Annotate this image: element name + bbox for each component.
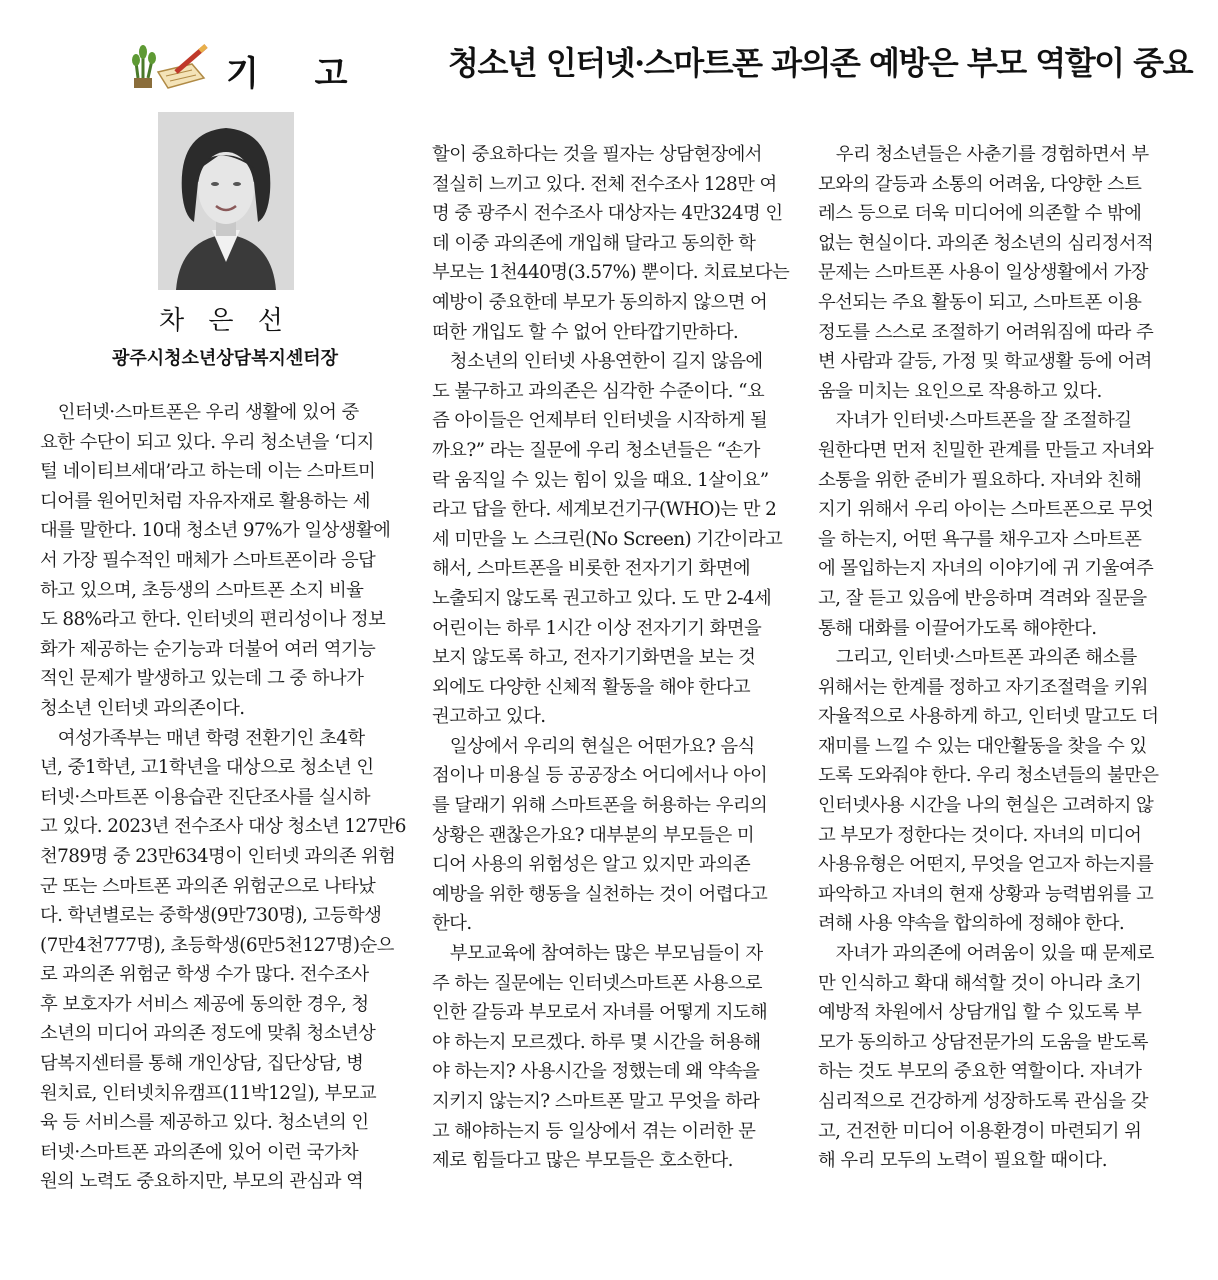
text-line: 군 또는 스마트폰 과의존 위험군으로 나타났: [40, 875, 376, 897]
text-line: 도록 도와줘야 한다. 우리 청소년들의 불만은: [818, 765, 1159, 787]
text-line: 고 부모가 정한다는 것이다. 자녀의 미디어: [818, 824, 1142, 846]
text-line: 원치료, 인터넷치유캠프(11박12일), 부모교: [40, 1082, 377, 1104]
section-label: 기 고: [226, 54, 370, 94]
text-line: 야 하는지? 사용시간을 정했는데 왜 약속을: [432, 1061, 760, 1083]
text-line: 도 88%라고 한다. 인터넷의 편리성이나 정보: [40, 609, 386, 631]
text-line: 에 몰입하는지 자녀의 이야기에 귀 기울여주: [818, 558, 1154, 580]
text-line: 천789명 중 23만634명이 인터넷 과의존 위험: [40, 845, 396, 867]
text-line: 부모교육에 참여하는 많은 부모님들이 자: [432, 943, 763, 965]
text-line: 점이나 미용실 등 공공장소 어디에서나 아이: [432, 765, 768, 787]
text-line: 요한 수단이 되고 있다. 우리 청소년을 ‘디지: [40, 431, 374, 453]
text-line: 적인 문제가 발생하고 있는데 그 중 하나가: [40, 668, 364, 690]
text-line: 락 움직일 수 있는 힘이 있을 때요. 1살이요”: [432, 469, 769, 491]
text-line: 다. 학년별로는 중학생(9만730명), 고등학생: [40, 905, 382, 927]
text-line: 떠한 개입도 할 수 없어 안타깝기만하다.: [432, 321, 739, 343]
text-line: 라고 답을 한다. 세계보건기구(WHO)는 만 2: [432, 499, 777, 521]
text-line: 청소년의 인터넷 사용연한이 길지 않음에: [432, 351, 763, 373]
text-line: 재미를 느낄 수 있는 대안활동을 찾을 수 있: [818, 735, 1147, 757]
text-line: 지키지 않는지? 스마트폰 말고 무엇을 하라: [432, 1091, 760, 1112]
text-line: 세 미만을 노 스크린(No Screen) 기간이라고: [432, 528, 783, 550]
text-line: 통해 대화를 이끌어가도록 해야한다.: [818, 617, 1097, 639]
text-line: 외에도 다양한 신체적 활동을 해야 한다고: [432, 676, 751, 698]
text-line: 자녀가 인터넷·스마트폰을 잘 조절하길: [818, 410, 1132, 432]
text-line: 보지 않도록 하고, 전자기기화면을 보는 것: [432, 647, 756, 669]
article-column-3: [818, 140, 1188, 1176]
text-line: 려해 사용 약속을 합의하에 정해야 한다.: [818, 913, 1125, 935]
text-line: 모와의 갈등과 소통의 어려움, 다양한 스트: [818, 173, 1142, 195]
text-line: 여성가족부는 매년 학령 전환기인 초4학: [40, 727, 365, 749]
text-line: 화가 제공하는 순기능과 더불어 여러 역기능: [40, 638, 376, 660]
text-line: 변 사람과 갈등, 가정 및 학교생활 등에 어려: [818, 351, 1152, 373]
text-line: 그리고, 인터넷·스마트폰 과의존 해소를: [818, 647, 1137, 669]
text-line: 한다.: [432, 913, 472, 935]
text-line: 고 해야하는지 등 일상에서 겪는 이러한 문: [432, 1120, 756, 1142]
text-line: 예방을 위한 행동을 실천하는 것이 어렵다고: [432, 883, 768, 905]
text-line: 파악하고 자녀의 현재 상황과 능력범위를 고: [818, 883, 1154, 905]
text-line: 상황은 괜찮은가요? 대부분의 부모들은 미: [432, 824, 755, 846]
text-line: 주 하는 질문에는 인터넷스마트폰 사용으로: [432, 972, 762, 994]
text-line: 만 인식하고 확대 해석할 것이 아니라 초기: [818, 972, 1142, 994]
author-name: 차 은 선: [159, 306, 291, 336]
text-line: 까요?” 라는 질문에 우리 청소년들은 “손가: [432, 439, 760, 461]
text-line: 노출되지 않도록 권고하고 있다. 도 만 2-4세: [432, 587, 772, 609]
text-line: 정도를 스스로 조절하기 어려워짐에 따라 주: [818, 321, 1154, 343]
text-line: 우리 청소년들은 사춘기를 경험하면서 부: [818, 144, 1149, 165]
text-line: 어린이는 하루 1시간 이상 전자기기 화면을: [432, 617, 762, 639]
text-line: 권고하고 있다.: [432, 706, 546, 728]
text-line: 년, 중1학년, 고1학년을 대상으로 청소년 인: [40, 757, 374, 779]
text-line: 을 하는지, 어떤 욕구를 채우고자 스마트폰: [818, 528, 1142, 550]
text-line: 서 가장 필수적인 매체가 스마트폰이라 응답: [40, 549, 376, 571]
text-line: 명 중 광주시 전수조사 대상자는 4만324명 인: [432, 203, 783, 225]
text-line: 고 있다. 2023년 전수조사 대상 청소년 127만6: [40, 816, 406, 838]
author-portrait: [158, 112, 294, 290]
text-line: 터넷·스마트폰 과의존에 있어 이런 국가차: [40, 1141, 359, 1163]
text-line: 디어를 원어민처럼 자유자재로 활용하는 세: [40, 490, 370, 512]
text-line: 대를 말한다. 10대 청소년 97%가 일상생활에: [40, 520, 391, 542]
article-column-1: [40, 398, 410, 1197]
text-line: 인터넷사용 시간을 나의 현실은 고려하지 않: [818, 795, 1154, 817]
section-header: [130, 42, 370, 94]
text-line: 움을 미치는 요인으로 작용하고 있다.: [818, 380, 1102, 402]
text-line: 모가 동의하고 상담전문가의 도움을 받도록: [818, 1031, 1148, 1053]
text-line: 고, 건전한 미디어 이용환경이 마련되기 위: [818, 1120, 1142, 1142]
author-photo: [158, 112, 294, 290]
article-column-2: [432, 140, 802, 1176]
text-line: 제로 힘들다고 많은 부모들은 호소한다.: [432, 1150, 733, 1172]
text-line: 자녀가 과의존에 어려움이 있을 때 문제로: [818, 943, 1154, 965]
text-line: 심리적으로 건강하게 성장하도록 관심을 갖: [818, 1091, 1148, 1112]
text-line: 절실히 느끼고 있다. 전체 전수조사 128만 여: [432, 173, 777, 195]
text-line: 지기 위해서 우리 아이는 스마트폰으로 무엇: [818, 499, 1154, 521]
text-line: 청소년 인터넷 과의존이다.: [40, 697, 245, 719]
pen-and-paper-icon: [130, 42, 210, 92]
text-line: 원한다면 먼저 친밀한 관계를 만들고 자녀와: [818, 439, 1154, 461]
text-line: 없는 현실이다. 과의존 청소년의 심리정서적: [818, 232, 1154, 254]
text-line: 우선되는 주요 활동이 되고, 스마트폰 이용: [818, 291, 1142, 313]
headline: 청소년 인터넷·스마트폰 과의존 예방은 부모 역할이 중요: [448, 44, 1192, 82]
text-line: 부모는 1천440명(3.57%) 뿐이다. 치료보다는: [432, 262, 790, 284]
text-line: 소년의 미디어 과의존 정도에 맞춰 청소년상: [40, 1023, 376, 1045]
text-line: 자율적으로 사용하게 하고, 인터넷 말고도 더: [818, 706, 1159, 728]
author-title: 광주시청소년상담복지센터장: [111, 348, 339, 369]
text-line: 문제는 스마트폰 사용이 일상생활에서 가장: [818, 262, 1148, 284]
text-line: 를 달래기 위해 스마트폰을 허용하는 우리의: [432, 795, 768, 817]
text-line: 육 등 서비스를 제공하고 있다. 청소년의 인: [40, 1112, 369, 1134]
text-line: 후 보호자가 서비스 제공에 동의한 경우, 청: [40, 993, 369, 1015]
text-line: 도 불구하고 과의존은 심각한 수준이다. “요: [432, 380, 765, 402]
text-line: 해서, 스마트폰을 비롯한 전자기기 화면에: [432, 558, 751, 580]
text-line: 터넷·스마트폰 이용습관 진단조사를 실시하: [40, 786, 370, 808]
text-line: 사용유형은 어떤지, 무엇을 얻고자 하는지를: [818, 854, 1154, 876]
text-line: 로 과의존 위험군 학생 수가 많다. 전수조사: [40, 964, 369, 986]
text-line: 할이 중요하다는 것을 필자는 상담현장에서: [432, 144, 762, 165]
text-line: 해 우리 모두의 노력이 필요할 때이다.: [818, 1150, 1107, 1172]
text-line: 하는 것도 부모의 중요한 역할이다. 자녀가: [818, 1061, 1142, 1083]
text-line: 즘 아이들은 언제부터 인터넷을 시작하게 될: [432, 410, 768, 432]
text-line: 원의 노력도 중요하지만, 부모의 관심과 역: [40, 1171, 364, 1193]
text-line: 예방적 차원에서 상담개입 할 수 있도록 부: [818, 1002, 1142, 1024]
text-line: 데 이중 과의존에 개입해 달라고 동의한 학: [432, 232, 756, 254]
text-line: 하고 있으며, 초등생의 스마트폰 소지 비율: [40, 579, 364, 601]
text-line: 레스 등으로 더욱 미디어에 의존할 수 밖에: [818, 203, 1142, 225]
text-line: 털 네이티브세대’라고 하는데 이는 스마트미: [40, 461, 376, 483]
text-line: (7만4천777명), 초등학생(6만5천127명)순으: [40, 934, 394, 956]
text-line: 인터넷·스마트폰은 우리 생활에 있어 중: [40, 402, 359, 423]
text-line: 야 하는지 모르겠다. 하루 몇 시간을 허용해: [432, 1031, 761, 1053]
text-line: 담복지센터를 통해 개인상담, 집단상담, 병: [40, 1053, 364, 1075]
text-line: 디어 사용의 위험성은 알고 있지만 과의존: [432, 854, 751, 876]
text-line: 일상에서 우리의 현실은 어떤가요? 음식: [432, 735, 755, 757]
text-line: 소통을 위한 준비가 필요하다. 자녀와 친해: [818, 469, 1142, 491]
text-line: 인한 갈등과 부모로서 자녀를 어떻게 지도해: [432, 1002, 768, 1024]
text-line: 위해서는 한계를 정하고 자기조절력을 키워: [818, 676, 1148, 698]
text-line: 예방이 중요한데 부모가 동의하지 않으면 어: [432, 291, 768, 313]
text-line: 고, 잘 듣고 있음에 반응하며 격려와 질문을: [818, 587, 1147, 609]
